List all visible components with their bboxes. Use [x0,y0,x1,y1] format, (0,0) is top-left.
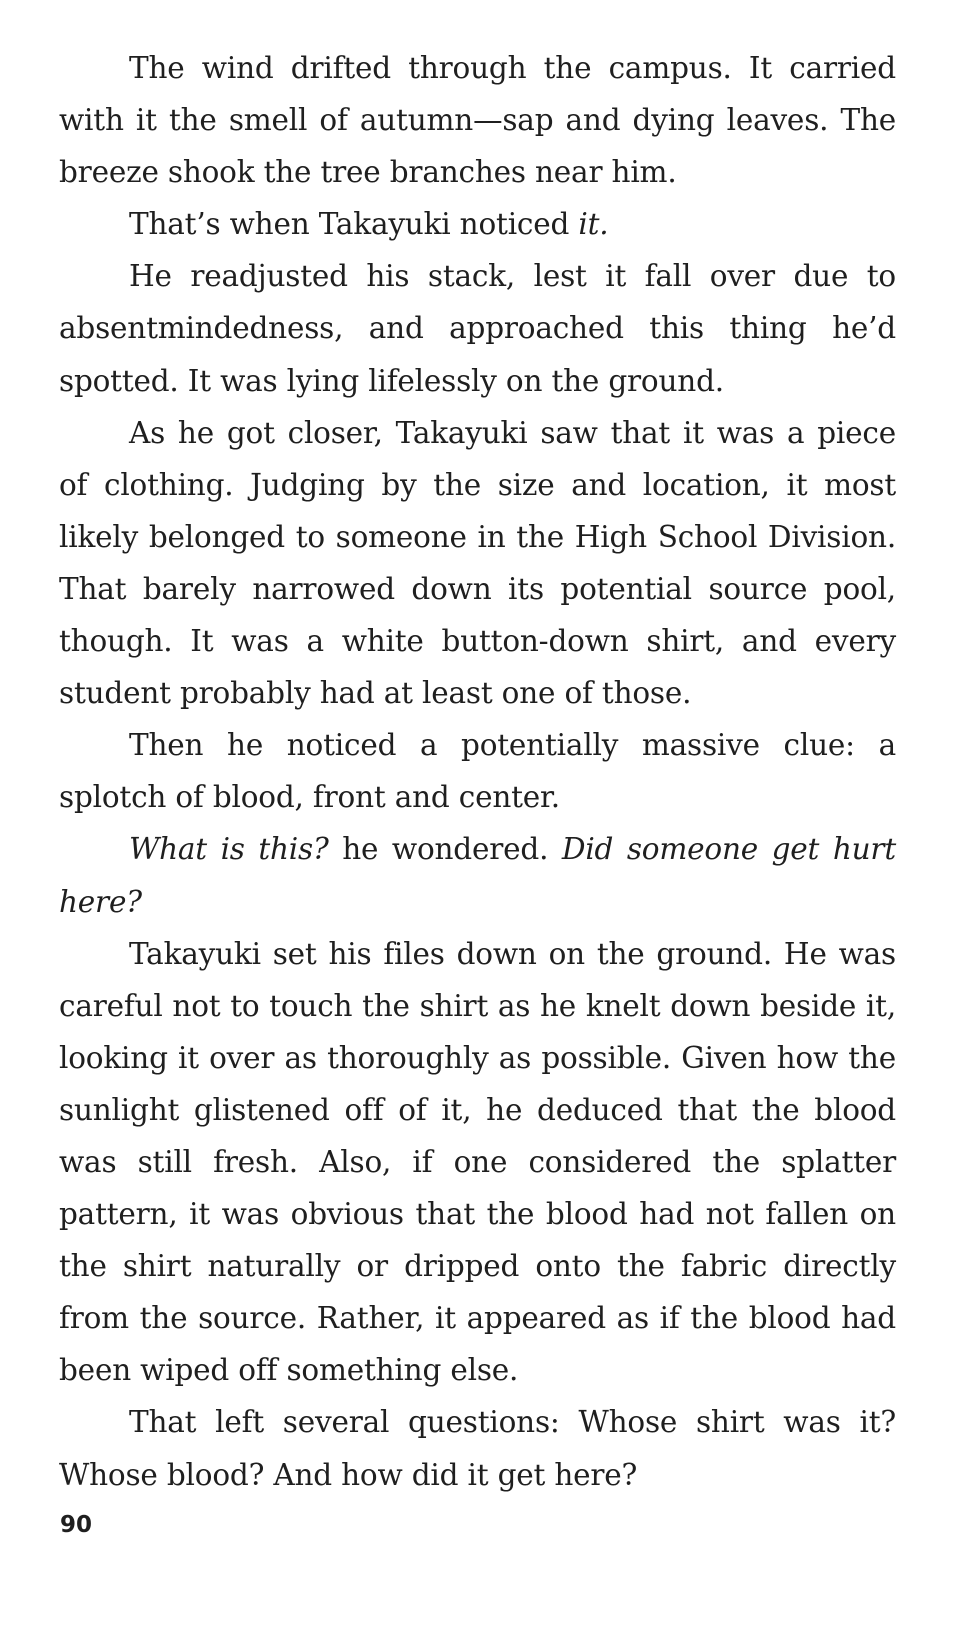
paragraph [59,407,896,720]
text-run: he wondered. [328,832,562,867]
text-run: Takayuki set his files down on the ground. He was careful not to touch the shirt as he knelt down beside it, looking it over as thoroughly as possible. Given how the sunlight glistened off of it, he deduced that the blood was still fresh. Also, if one considered the splatter pattern, it was obvious that the blood had not fallen on the shirt naturally or dripped onto the fabric directly from the source. Rather, it appeared as if the blood had been wiped off something else. [59,936,896,1388]
italic-text: Did someone get hurt here? [59,832,896,919]
paragraph [59,42,896,198]
body-text [59,42,896,1501]
text-run: That left several questions: Whose shirt was it? Whose blood? And how did it get here? [59,1405,896,1492]
text-run: Then he noticed a potentially massive clue: a splotch of blood, front and center. [59,728,896,815]
paragraph [59,1396,896,1500]
page-number: 90 [60,1512,93,1538]
paragraph [59,198,896,250]
paragraph [59,928,896,1397]
paragraph [59,823,896,927]
text-run: As he got closer, Takayuki saw that it was a piece of clothing. Judging by the size and location, it most likely belonged to someone in the High School Division. That barely narrowed down its potential source pool, though. It was a white button-down shirt, and every student probably had at least one of those. [59,415,896,711]
text-run: The wind drifted through the campus. It carried with it the smell of autumn—sap and dying leaves. The breeze shook the tree branches near him. [59,51,896,190]
paragraph [59,250,896,406]
italic-text: it. [578,207,609,242]
italic-text: What is this? [129,832,329,867]
text-run: He readjusted his stack, lest it fall over due to absentmindedness, and approached this thing he’d spotted. It was lying lifelessly on the ground. [59,259,896,398]
paragraph [59,719,896,823]
text-run: That’s when Takayuki noticed [129,207,579,242]
